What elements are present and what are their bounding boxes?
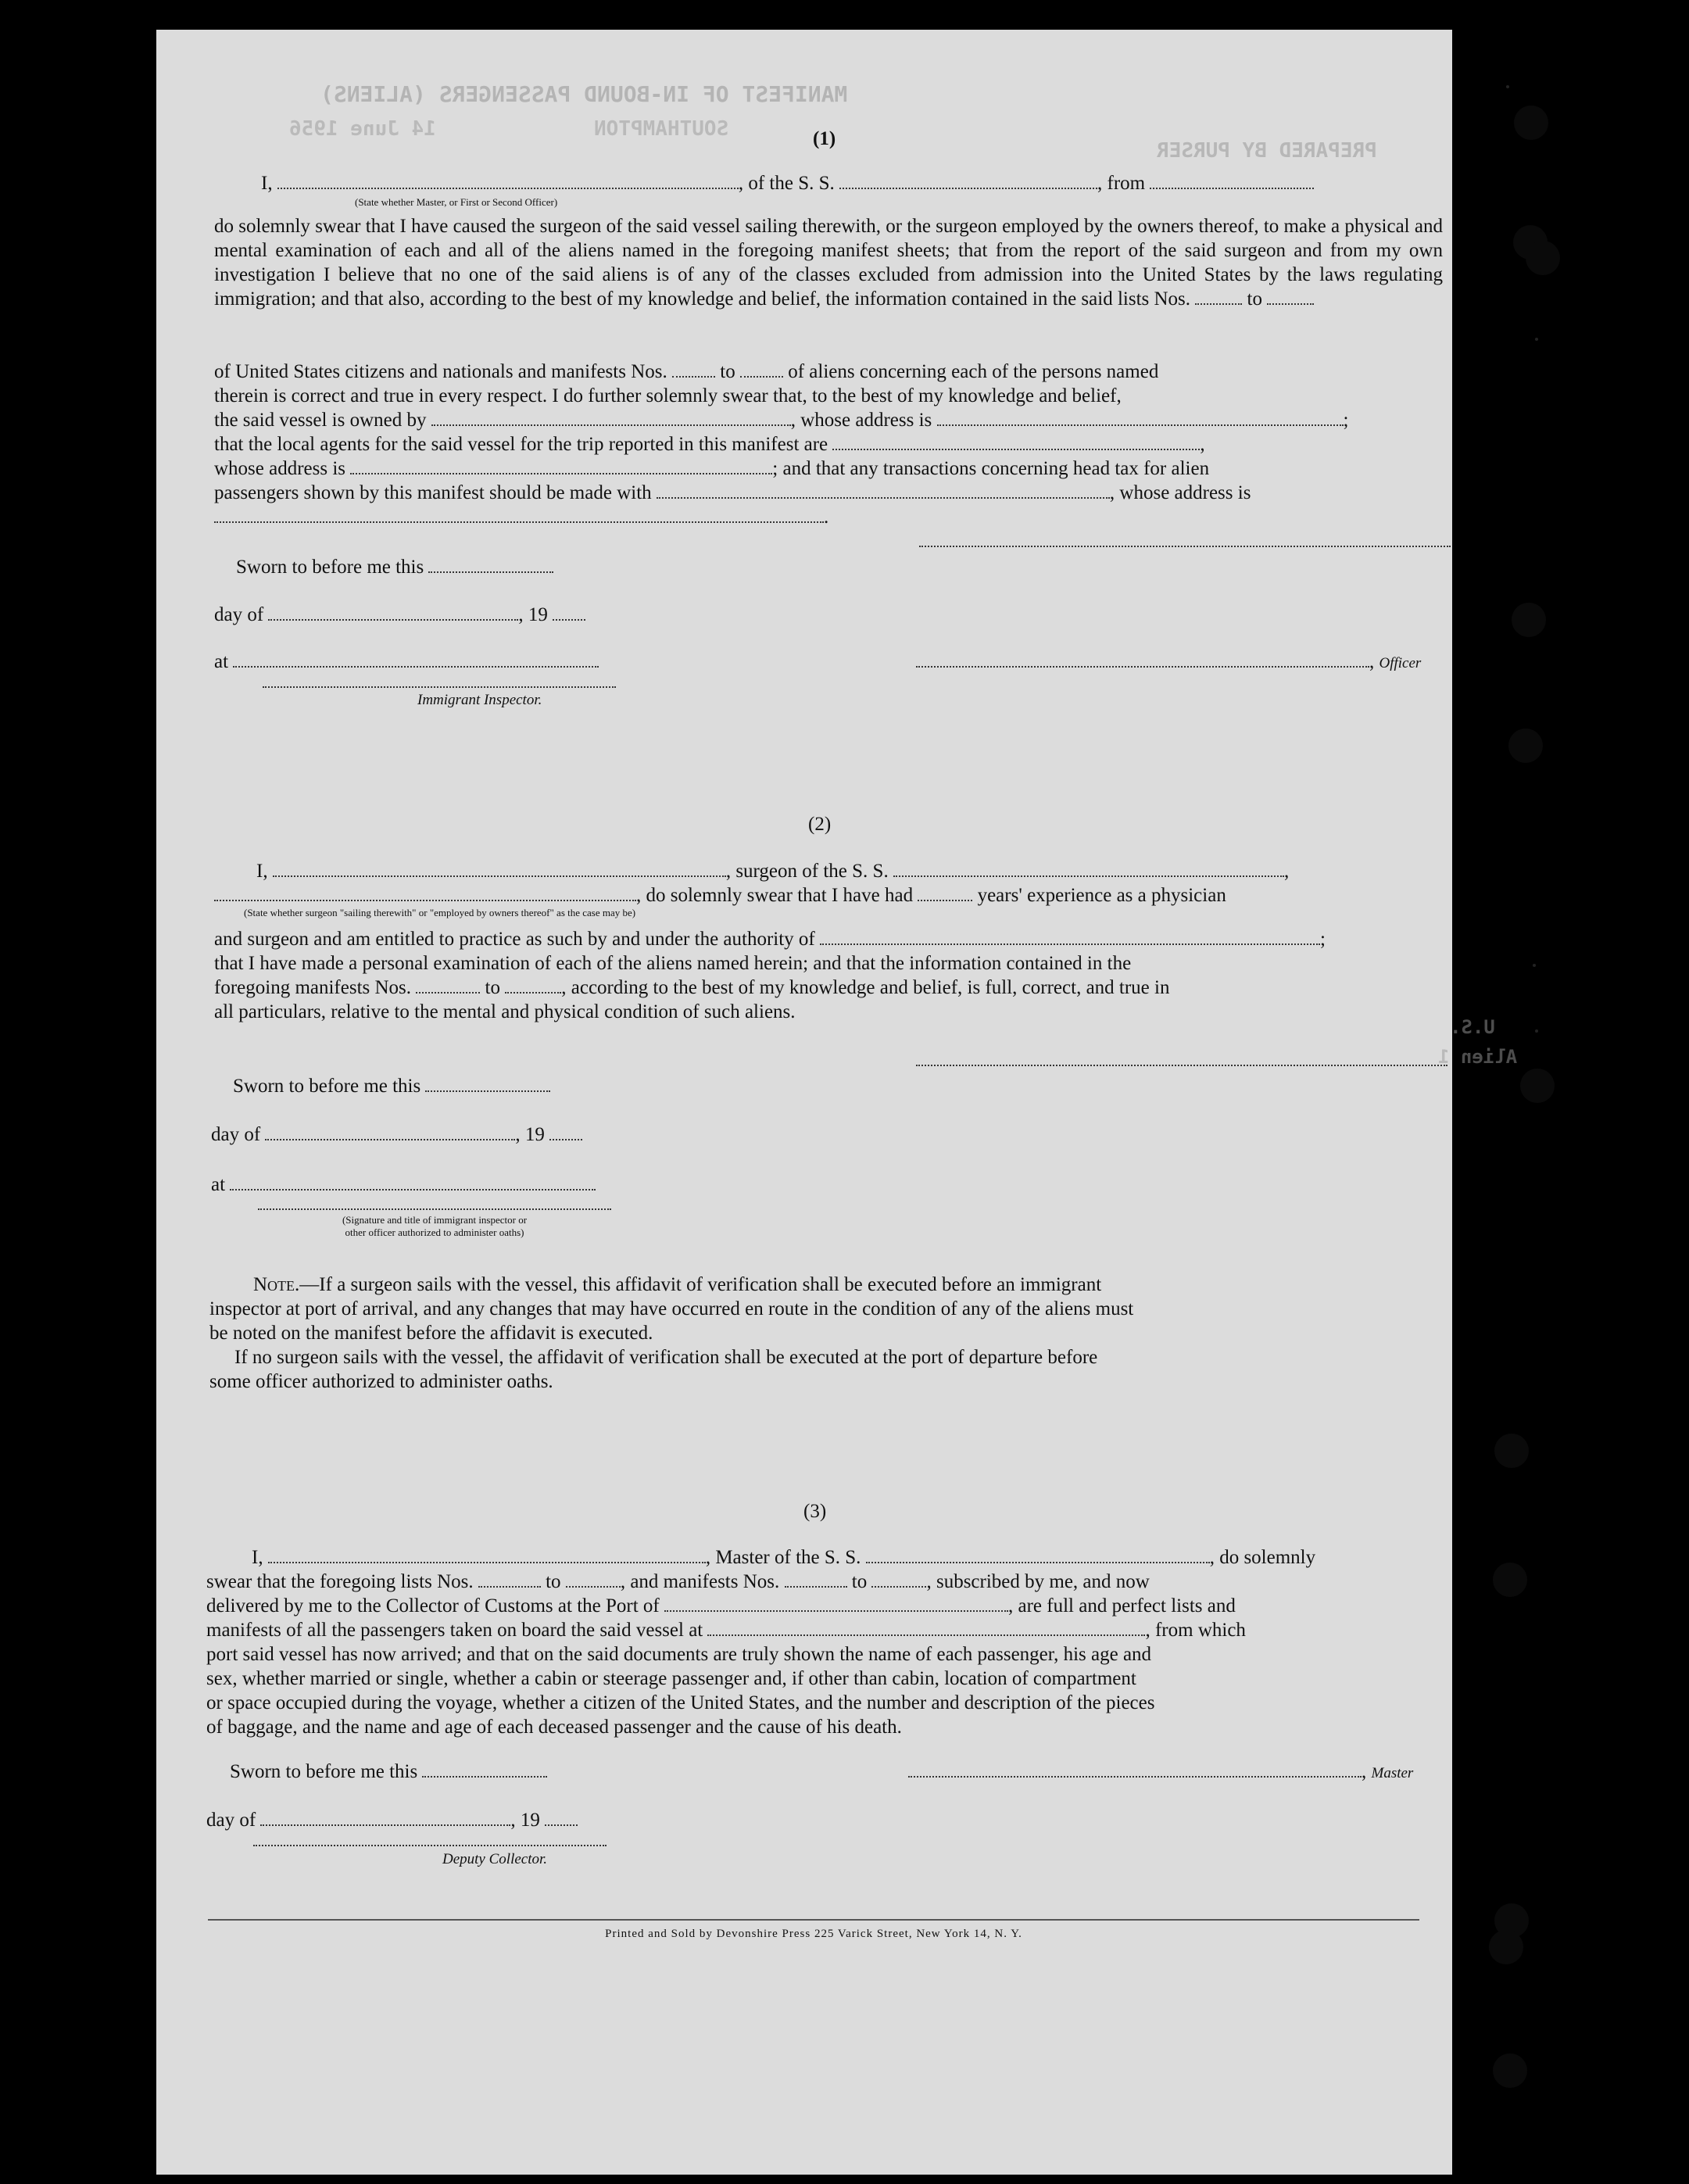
section-2-authority	[214, 927, 1326, 951]
head-tax-party-field	[657, 482, 1110, 499]
punct-period: .	[824, 507, 829, 528]
section-3-line5: port said vessel has now arrived; and that on the said documents are truly shown the name of each passenger, his age and	[206, 1644, 1152, 1665]
authority-field	[820, 928, 1320, 945]
year-field	[549, 1123, 582, 1140]
agents-field	[832, 433, 1200, 450]
head-tax-address-field	[214, 506, 824, 523]
section-1-owned	[214, 408, 1348, 432]
section-2-personal: that I have made a personal examination of each of the aliens named herein; and that the information contained in the	[214, 953, 1132, 974]
punch-hole	[1493, 2053, 1527, 2088]
label-whose-1: , whose address is	[790, 410, 932, 431]
bleed-through-purser: PREPARED BY PURSER	[1157, 139, 1377, 163]
section-1-officer-line	[916, 650, 1421, 675]
label-officer: Officer	[1379, 655, 1422, 671]
bleed-through-title: MANIFEST OF IN-BOUND PASSENGERS (ALIENS)	[320, 81, 848, 107]
label-foregoing: foregoing manifests Nos.	[214, 977, 412, 998]
sig-note-2: other officer authorized to administer oaths)	[345, 1226, 524, 1238]
bleed-through-port: SOUTHAMPTON	[594, 117, 729, 141]
manifests-from-field	[416, 976, 480, 994]
label-manifests-of: manifests of all the passengers taken on board the said vessel at	[206, 1620, 703, 1641]
manifests-to-field	[871, 1570, 926, 1588]
label-surgeon: , surgeon of the S. S.	[725, 861, 889, 882]
section-3-line7: or space occupied during the voyage, whether a citizen of the United States, and the number and description of the pieces	[206, 1692, 1155, 1713]
bleed-through-side2: Alien 1	[1438, 1046, 1518, 1068]
section-3-line1	[252, 1545, 1315, 1570]
punct-comma-officer: ,	[1369, 651, 1375, 672]
label-subscribed: , subscribed by me, and now	[926, 1571, 1150, 1592]
label-solemnly: , do solemnly	[1209, 1547, 1316, 1568]
years-field	[918, 884, 972, 901]
label-sworn: Sworn to before me this	[233, 1076, 421, 1097]
lists-to-field	[566, 1570, 621, 1588]
punch-hole	[1489, 1930, 1523, 1964]
surgeon-name-field	[273, 860, 726, 877]
punct-comma: ,	[1200, 434, 1205, 455]
label-to-2: to	[720, 361, 735, 382]
section-2-sworn	[233, 1074, 550, 1098]
owner-field	[431, 409, 791, 426]
label-whose-2: whose address is	[214, 458, 346, 479]
label-years: years' experience as a physician	[977, 885, 1226, 906]
inspector-signature-line	[263, 686, 616, 688]
year-field	[553, 603, 585, 621]
section-3-line3	[206, 1594, 1236, 1618]
label-manifests: , and manifests Nos.	[620, 1571, 780, 1592]
section-3-line4	[206, 1618, 1246, 1642]
section-2-at	[211, 1173, 596, 1197]
label-head-tax: ; and that any transactions concerning head tax for alien	[772, 458, 1210, 479]
punch-hole	[1514, 106, 1548, 140]
section-2-note-line5: some officer authorized to administer oaths.	[209, 1371, 553, 1392]
officer-name-field	[277, 172, 739, 189]
label-sworn: Sworn to before me this	[236, 557, 424, 578]
footer-rule	[208, 1919, 1419, 1921]
label-us-citizens: of United States citizens and nationals and manifests Nos.	[214, 361, 667, 382]
punch-hole	[1494, 1434, 1529, 1468]
section-1-number: (1)	[813, 128, 836, 149]
section-1-passengers	[214, 481, 1251, 505]
section-1-line1	[261, 171, 1314, 195]
printer-imprint: Printed and Sold by Devonshire Press 225 Varick Street, New York 14, N. Y.	[605, 1928, 1022, 1940]
label-passengers: passengers shown by this manifest should be made with	[214, 482, 652, 503]
manifests-from-field	[672, 360, 715, 378]
label-swear: swear that the foregoing lists Nos.	[206, 1571, 474, 1592]
label-owned: the said vessel is owned by	[214, 410, 427, 431]
label-to: to	[1247, 288, 1262, 310]
label-master-ss: , Master of the S. S.	[705, 1547, 861, 1568]
label-from-which: , from which	[1145, 1620, 1246, 1641]
section-3-sworn	[230, 1760, 547, 1784]
speck	[1533, 964, 1536, 967]
bleed-through-side1: U.S.	[1450, 1016, 1495, 1038]
section-2-inspector-line	[258, 1208, 611, 1210]
at-place-field	[233, 650, 599, 668]
punch-hole	[1508, 729, 1543, 763]
label-aliens: of aliens concerning each of the persons named	[788, 361, 1159, 382]
section-2-day-of	[211, 1122, 582, 1147]
section-2-particulars: all particulars, relative to the mental and physical condition of such aliens.	[214, 1001, 796, 1022]
label-note: Note.	[253, 1274, 300, 1295]
label-i: I,	[256, 861, 268, 882]
section-1-address-line	[214, 505, 828, 529]
section-1-agents	[214, 432, 1205, 456]
label-day-of: day of	[206, 1810, 256, 1831]
bleed-through-date: 14 June 1956	[289, 117, 436, 141]
section-3-day-of	[206, 1808, 578, 1832]
sig-note-1: (Signature and title of immigrant inspector or	[342, 1214, 528, 1226]
section-1-day-of	[214, 603, 585, 627]
section-1-at	[214, 650, 599, 674]
note-text-1: —If a surgeon sails with the vessel, this affidavit of verification shall be executed before an immigrant	[299, 1274, 1102, 1295]
sworn-day-field	[425, 1075, 550, 1092]
punch-hole	[1520, 1069, 1555, 1103]
month-field	[260, 1809, 510, 1826]
section-3-number: (3)	[803, 1501, 827, 1522]
lists-from-field	[478, 1570, 541, 1588]
manifests-to-field	[740, 360, 783, 378]
label-at: at	[214, 651, 229, 672]
label-day-of: day of	[211, 1124, 261, 1145]
manifests-to-field	[505, 976, 561, 994]
label-delivered: delivered by me to the Collector of Customs at the Port of	[206, 1595, 660, 1617]
year-field	[545, 1809, 578, 1826]
punct-semicolon: ;	[1320, 929, 1326, 950]
label-from: , from	[1097, 173, 1146, 194]
from-port-field	[1150, 172, 1314, 189]
label-master: Master	[1371, 1765, 1414, 1781]
officer-signature-field	[916, 650, 1369, 668]
label-to-1: to	[546, 1571, 561, 1592]
label-full: , are full and perfect lists and	[1008, 1595, 1236, 1617]
lists-to-field	[1267, 288, 1314, 305]
section-1-line-us	[214, 360, 1158, 384]
master-name-field	[268, 1546, 706, 1563]
deputy-collector-line	[253, 1845, 607, 1846]
label-19: , 19	[510, 1810, 540, 1831]
speck	[1506, 85, 1509, 88]
section-3-line6: sex, whether married or single, whether a cabin or steerage passenger and, if other than cabin, location of compartment	[206, 1668, 1136, 1689]
section-2-foregoing	[214, 976, 1169, 1000]
section-1-paragraph	[214, 214, 1443, 311]
label-day-of: day of	[214, 604, 264, 625]
surgeon-status-field	[214, 884, 636, 901]
section-2-line2	[214, 883, 1226, 908]
section-1-sworn	[236, 555, 553, 579]
punct-semicolon: ;	[1343, 410, 1349, 431]
label-to: to	[485, 977, 500, 998]
label-whose-3: , whose address is	[1109, 482, 1251, 503]
section-3-line8: of baggage, and the name and age of each deceased passenger and the cause of his death.	[206, 1717, 902, 1738]
label-agents: that the local agents for the said vessel for the trip reported in this manifest are	[214, 434, 828, 455]
section-1-therein: therein is correct and true in every respect. I do further solemnly swear that, to the best of my knowledge and belief,	[214, 385, 1122, 406]
section-2-line1	[256, 859, 1289, 883]
owner-address-field	[937, 409, 1344, 426]
label-do-swear: , do solemnly swear that I have had	[636, 885, 914, 906]
section-2-number: (2)	[808, 814, 832, 835]
surgeon-vessel-field	[893, 860, 1284, 877]
at-place-field	[230, 1173, 596, 1190]
month-field	[265, 1123, 515, 1140]
master-signature-field	[908, 1760, 1362, 1778]
section-2-note-line4: If no surgeon sails with the vessel, the affidavit of verification shall be executed at the port of departure before	[234, 1347, 1098, 1368]
punch-hole	[1493, 1563, 1527, 1597]
master-vessel-field	[866, 1546, 1210, 1563]
section-2-note-line2: inspector at port of arrival, and any changes that may have occurred en route in the condition of any of the aliens must	[209, 1298, 1134, 1319]
label-deputy-collector: Deputy Collector.	[442, 1851, 548, 1867]
section-2-note-line3: be noted on the manifest before the affidavit is executed.	[209, 1323, 653, 1344]
section-1-signature-line	[919, 546, 1451, 547]
label-i: I,	[252, 1547, 263, 1568]
section-1-whose2	[214, 456, 1209, 481]
officer-note: (State whether Master, or First or Second Officer)	[355, 196, 558, 208]
section-2-note-line1	[253, 1273, 1101, 1297]
speck	[1535, 338, 1538, 341]
label-according: , according to the best of my knowledge and belief, is full, correct, and true in	[561, 977, 1170, 998]
punct-comma: ,	[1283, 861, 1290, 882]
label-i: I,	[261, 173, 273, 194]
label-19: , 19	[518, 604, 548, 625]
agents-address-field	[350, 457, 772, 474]
punch-hole	[1512, 603, 1546, 637]
punch-hole	[1526, 241, 1560, 275]
section-3-master-line	[908, 1760, 1413, 1785]
port-field	[664, 1595, 1008, 1612]
label-immigrant-inspector: Immigrant Inspector.	[417, 692, 542, 708]
document-page	[156, 30, 1518, 2175]
label-ss: , of the S. S.	[738, 173, 835, 194]
lists-from-field	[1195, 288, 1242, 305]
label-to-2: to	[851, 1571, 868, 1592]
vessel-name-field	[839, 172, 1097, 189]
speck	[1535, 1029, 1538, 1033]
manifests-from-field	[785, 1570, 847, 1588]
punct-comma-master: ,	[1362, 1761, 1367, 1782]
label-19: , 19	[515, 1124, 545, 1145]
label-authority: and surgeon and am entitled to practice as such by and under the authority of	[214, 929, 815, 950]
month-field	[268, 603, 518, 621]
surgeon-status-note: (State whether surgeon "sailing therewith" or "employed by owners thereof" as the case may be)	[244, 907, 636, 918]
section-3-line2	[206, 1570, 1150, 1594]
paragraph-text: do solemnly swear that I have caused the surgeon of the said vessel sailing therewith, or the surgeon employed by the owners thereof, to make a physical and mental examination of each and all of the aliens named in the foregoing manifest sheets; that from the report of the said surgeon and from my own investigation I believe that no one of the said aliens is of any of the classes excluded from admission into the United States by the laws regulating immigration; and that also, according to the best of my knowledge and belief, the information contained in the said lists Nos.	[214, 216, 1443, 310]
label-at: at	[211, 1174, 226, 1195]
sworn-day-field	[422, 1760, 547, 1778]
section-2-signature-line	[916, 1065, 1447, 1066]
boarding-port-field	[707, 1619, 1145, 1636]
sworn-day-field	[428, 556, 553, 573]
label-sworn: Sworn to before me this	[230, 1761, 418, 1782]
